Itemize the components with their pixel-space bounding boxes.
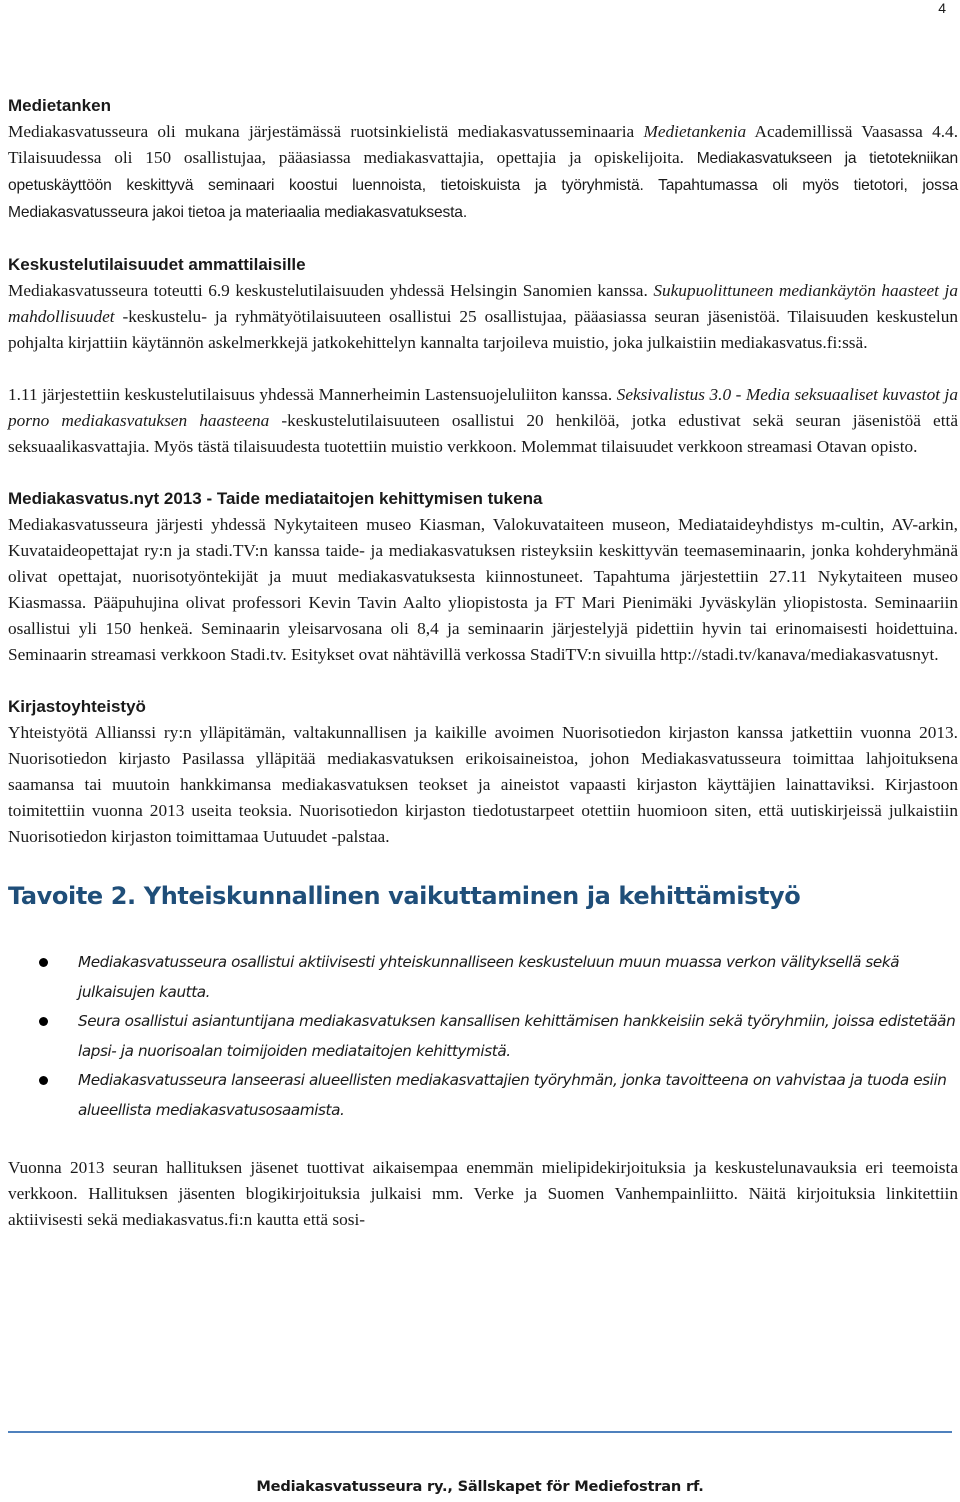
page-content [8,93,958,1233]
section-title-mediakasvatusnyt: Mediakasvatus.nyt 2013 - Taide mediataitojen kehittymisen tukena [8,489,543,508]
bullet-dot-icon [39,958,48,967]
list-item-text: Mediakasvatusseura osallistui aktiivisesti yhteiskunnalliseen keskusteluun muun muassa verkon välityksellä sekä julkaisujen kautta. [78,953,900,1001]
list-item [8,1066,958,1125]
text-run: 1.11 järjestettiin keskustelutilaisuus yhdessä Mannerheimin Lastensuojeluliiton kanssa. [8,385,617,404]
list-item [8,948,958,1007]
bullet-dot-icon [39,1017,48,1026]
text-run: Mediakasvatusseura oli mukana järjestämässä ruotsinkielistä mediakasvatusseminaaria [8,122,644,141]
paragraph-keskustelu-1 [8,278,958,356]
text-run: -keskustelu- ja ryhmätyötilaisuuteen osallistui 25 osallistujaa, pääasiassa seuran jäsenistöä. Tilaisuuden keskustelun pohjalta kirjattiin käytännön askelmerkkejä jatkokehittelyn kannalta tarjoileva muistio, joka julkaistiin mediakasvatus.fi:ssä. [8,307,958,352]
goal-bullet-list [8,948,958,1125]
text-run: Mediakasvatusseura toteutti 6.9 keskustelutilaisuuden yhdessä Helsingin Sanomien kanssa. [8,281,654,300]
list-item-text: Seura osallistui asiantuntijana mediakasvatuksen kansallisen kehittämisen hankkeisiin sekä työryhmiin, joissa edistetään lapsi- ja nuorisoalan toimijoiden mediataitojen kehittymistä. [78,1012,956,1060]
goal-heading: Tavoite 2. Yhteiskunnallinen vaikuttaminen ja kehittämistyö [8,882,801,910]
paragraph-kirjasto: Yhteistyötä Allianssi ry:n ylläpitämän, valtakunnallisen ja kaikille avoimen Nuorisotiedon kirjaston kanssa jatkettiin vuonna 2013. Nuorisotiedon kirjasto Pasilassa ylläpitää mediakasvatuksen erikoisaineistoa, johon Mediakasvatusseura toimittaa lahjoituksena saamansa tai muutoin hankkimansa mediakasvatuksen teokset ja aineistot vapaasti kirjaston käyttäjien lainattaviksi. Kirjastoon toimitettiin vuonna 2013 useita teoksia. Nuorisotiedon kirjaston tiedotustarpeet otettiin huomioon siten, että uutiskirjeissä julkaistiin Nuorisotiedon kirjaston toimittamaa Uutuudet -palstaa. [8,723,958,846]
paragraph-goal-closing: Vuonna 2013 seuran hallituksen jäsenet tuottivat aikaisempaa enemmän mielipidekirjoituksia ja keskustelunavauksia eri teemoista verkkoon. Hallituksen jäsenten blogikirjoituksia julkaisi mm. Verke ja Suomen Vanhempainliitto. Näitä kirjoituksia linkitettiin aktiivisesti sekä mediakasvatus.fi:n kautta että sosi- [8,1158,958,1229]
paragraph-medietanken [8,119,958,226]
footer-text: Mediakasvatusseura ry., Sällskapet för Mediefostran rf. [256,1478,704,1495]
italic-title: Seksivalistus 3.0 - Media seksuaaliset kuvastot ja porno mediakasvatuksen haasteena [8,385,958,430]
list-item-text: Mediakasvatusseura lanseerasi alueellisten mediakasvattajien työryhmän, jonka tavoitteena on vahvistaa ja tuoda esiin alueellista mediakasvatusosaamista. [78,1071,947,1119]
paragraph-mediakasvatusnyt: Mediakasvatusseura järjesti yhdessä Nykytaiteen museo Kiasman, Valokuvataiteen museon, Mediataideyhdistys m-cultin, AV-arkin, Kuvataideopettajat ry:n ja stadi.TV:n kanssa taide- ja mediakasvatuksen risteyksiin keskittyvän teemaseminaarin, jonka kohderyhmänä olivat opettajat, nuorisotyöntekijät ja muut mediakasvatuksesta kiinnostuneet. Tapahtuma järjestettiin 27.11 Nykytaiteen museo Kiasmassa. Pääpuhujina olivat professori Kevin Tavin Aalto yliopistosta ja FT Mari Pienimäki Jyväskylän yliopistosta. Seminaariin osallistui yli 150 henkeä. Seminaarin yleisarvosana oli 8,4 ja seminaarin järjestelyjä pidettiin hyvin tai erinomaisesti hoidettuina. Seminaarin streamasi verkkoon Stadi.tv. Esitykset ovat nähtävillä verkossa StadiTV:n sivuilla http://stadi.tv/kanava/mediakasvatusnyt. [8,515,958,664]
section-title-keskustelu: Keskustelutilaisuudet ammattilaisille [8,255,306,274]
text-run: Mediakasvatukseen ja tietotekniikan opetuskäyttöön keskittyvä seminaari koostui luennoista, tietoiskuista ja työryhmistä. Tapahtumassa oli myös tietotori, jossa Mediakasvatusseura jakoi tietoa ja materiaalia mediakasvatuksesta. [8,150,958,221]
bullet-dot-icon [39,1076,48,1085]
text-run: -keskustelutilaisuuteen osallistui 20 henkilöä, jotka edustivat sekä seuran jäsenistöä että seksuaalikasvattajia. Myös tästä tilaisuudesta tuotettiin muistio verkkoon. Molemmat tilaisuudet verkkoon streamasi Otavan opisto. [8,411,958,456]
section-title-kirjasto: Kirjastoyhteistyö [8,697,146,716]
page-number: 4 [938,0,946,16]
paragraph-keskustelu-2 [8,382,958,460]
text-run: Academillissä Vaasassa 4.4. Tilaisuudessa oli 150 osallistujaa, pääasiassa mediakasvattajia, opettajia ja opiskelijoita. [8,122,959,167]
footer-divider [8,1431,952,1433]
italic-title: Sukupuolittuneen mediankäytön haasteet ja mahdollisuudet [8,281,958,326]
italic-title: Medietankenia [643,122,747,141]
section-title-medietanken: Medietanken [8,96,111,115]
list-item [8,1007,958,1066]
